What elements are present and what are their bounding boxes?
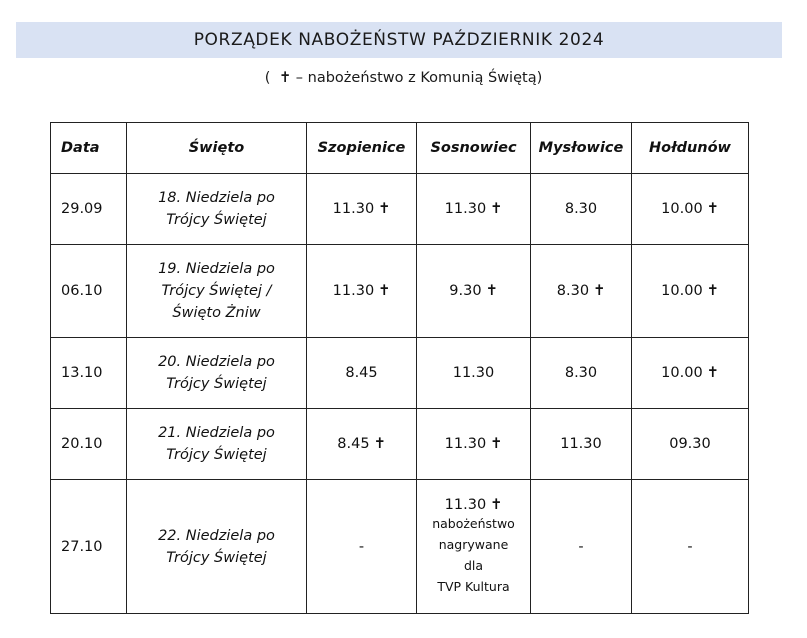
table-row: [51, 245, 749, 338]
cross-icon: ✝: [593, 283, 606, 299]
cross-icon: ✝: [490, 436, 503, 452]
time-value: 11.30: [332, 283, 375, 299]
sosnowiec-cell: [417, 480, 531, 614]
holdunow-cell: [632, 338, 749, 409]
time-value: 10.00: [661, 283, 703, 299]
feast-line: Trójcy Świętej: [166, 447, 267, 463]
szopienice-cell: [307, 338, 417, 409]
time-value: 11.30: [444, 496, 487, 513]
feast-cell: [127, 174, 307, 245]
myslowice-cell: [531, 338, 632, 409]
feast-line: Trójcy Świętej: [166, 549, 267, 566]
header-row: [51, 123, 749, 174]
feast-line: 19. Niedziela po: [158, 261, 275, 277]
sosnowiec-cell: [417, 174, 531, 245]
myslowice-cell: [531, 245, 632, 338]
cross-icon: ✝: [373, 436, 386, 452]
note-line: nabożeństwo: [432, 515, 515, 531]
cross-icon: ✝: [490, 496, 503, 513]
time-value: 11.30: [332, 201, 375, 217]
time-value: -: [687, 538, 693, 555]
feast-cell: [127, 245, 307, 338]
time-value: 11.30: [444, 436, 487, 452]
sosnowiec-cell: [417, 409, 531, 480]
szopienice-cell: [307, 245, 417, 338]
header-date: Data: [51, 123, 127, 174]
header-holdunow: Hołdunów: [632, 123, 749, 174]
time-value: 10.00: [661, 365, 703, 381]
page-title: PORZĄDEK NABOŻEŃSTW PAŹDZIERNIK 2024: [193, 30, 605, 50]
feast-line: 18. Niedziela po: [158, 190, 275, 206]
time-value: -: [358, 538, 365, 555]
cross-icon: ✝: [706, 283, 719, 299]
header-szopienice: Szopienice: [307, 123, 417, 174]
cross-icon: ✝: [485, 283, 498, 299]
time-value: 11.30: [444, 201, 487, 217]
date-cell: 20.10: [51, 409, 127, 480]
time-value: -: [578, 538, 584, 555]
feast-line: Trójcy Świętej: [166, 376, 267, 392]
cross-icon: ✝: [378, 283, 391, 299]
table-row: [51, 480, 749, 614]
time-value: 10.00: [661, 201, 703, 217]
legend-text: – nabożeństwo z Komunią Świętą): [291, 70, 543, 86]
cross-icon: ✝: [490, 201, 503, 217]
date-cell: 27.10: [51, 480, 127, 614]
legend-open: (: [264, 70, 271, 86]
time-value: 11.30: [452, 365, 495, 381]
feast-line: 20. Niedziela po: [158, 354, 275, 370]
schedule-table: [50, 122, 749, 614]
holdunow-cell: [632, 245, 749, 338]
feast-line: 21. Niedziela po: [158, 425, 275, 441]
legend: [0, 70, 807, 86]
time-value: 11.30: [560, 436, 602, 452]
sosnowiec-cell: [417, 245, 531, 338]
szopienice-cell: [307, 174, 417, 245]
table-row: [51, 409, 749, 480]
time-value: 8.30: [564, 201, 598, 217]
note-line: TVP Kultura: [437, 578, 510, 594]
title-bar: [16, 22, 782, 58]
feast-cell: [127, 480, 307, 614]
sosnowiec-cell: [417, 338, 531, 409]
holdunow-cell: [632, 480, 749, 614]
feast-cell: [127, 409, 307, 480]
holdunow-cell: [632, 409, 749, 480]
date-cell: 29.09: [51, 174, 127, 245]
feast-line: Trójcy Świętej /: [161, 283, 272, 299]
date-cell: 13.10: [51, 338, 127, 409]
time-value: 09.30: [669, 436, 711, 452]
time-value: 9.30: [449, 283, 482, 299]
szopienice-cell: [307, 409, 417, 480]
cross-icon: ✝: [706, 201, 719, 217]
table-row: [51, 338, 749, 409]
cross-icon: ✝: [279, 70, 292, 86]
szopienice-cell: [307, 480, 417, 614]
time-value: 8.45: [337, 436, 370, 452]
table-row: [51, 174, 749, 245]
cross-icon: ✝: [378, 201, 391, 217]
note-line: dla: [463, 557, 484, 573]
header-sosnowiec: Sosnowiec: [417, 123, 531, 174]
time-value: 8.30: [556, 283, 590, 299]
feast-line: 22. Niedziela po: [158, 527, 275, 544]
header-feast: Święto: [127, 123, 307, 174]
date-cell: 06.10: [51, 245, 127, 338]
myslowice-cell: [531, 480, 632, 614]
myslowice-cell: [531, 409, 632, 480]
note-line: nagrywane: [438, 536, 509, 552]
header-myslowice: Mysłowice: [531, 123, 632, 174]
feast-cell: [127, 338, 307, 409]
cross-icon: ✝: [706, 365, 719, 381]
time-value: 8.30: [564, 365, 598, 381]
myslowice-cell: [531, 174, 632, 245]
holdunow-cell: [632, 174, 749, 245]
feast-line: Trójcy Świętej: [166, 212, 267, 228]
time-value: 8.45: [345, 365, 378, 381]
feast-line: Święto Żniw: [172, 305, 261, 321]
